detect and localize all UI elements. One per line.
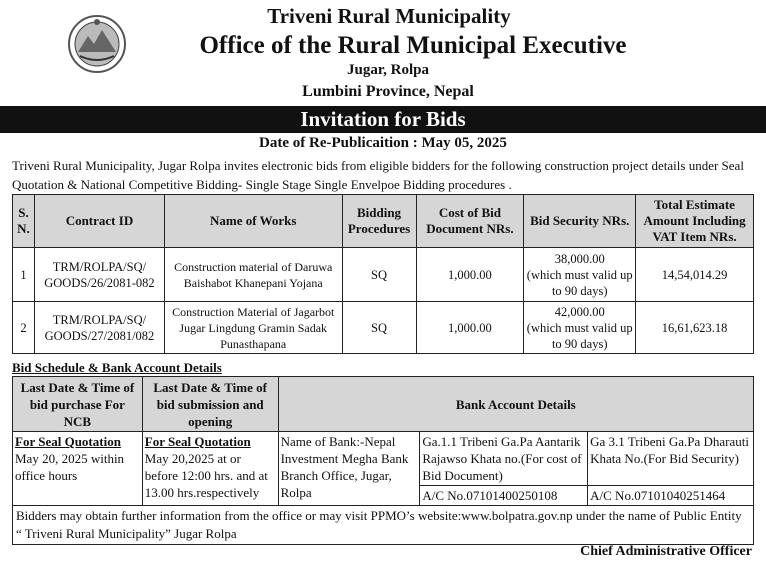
signatory: Chief Administrative Officer	[580, 544, 752, 559]
cell-account1-no: A/C No.07101400250108	[420, 486, 588, 506]
security-amount: 38,000.00	[554, 251, 605, 266]
schedule-title: Bid Schedule & Bank Account Details	[12, 360, 222, 375]
cell-account1-name: Ga.1.1 Tribeni Ga.Pa Aantarik Rajawso Khata no.(For cost of Bid Document)	[420, 432, 588, 486]
purchase-text: May 20, 2025 within office hours	[15, 451, 125, 483]
purchase-label: For Seal Quotation	[15, 434, 121, 449]
cell-sn: 2	[13, 302, 35, 354]
table-header-row	[13, 195, 754, 248]
bidder-note: Bidders may obtain further information from the office or may visit PPMO’s website:www.bolpatra.gov.np under the name of Public Entity “ Triveni Rural Municipality” Jugar Rolpa	[13, 506, 754, 545]
cell-security	[524, 248, 636, 302]
col-contract-id: Contract ID	[34, 195, 164, 248]
cell-procedure: SQ	[342, 302, 416, 354]
col-works: Name of Works	[164, 195, 342, 248]
cell-sn: 1	[13, 248, 35, 302]
col-purchase-date: Last Date & Time of bid purchase For NCB	[13, 377, 143, 432]
col-security: Bid Security NRs.	[524, 195, 636, 248]
cell-works: Construction material of Daruwa Baishabot Khanepani Yojana	[164, 248, 342, 302]
cell-submission	[142, 432, 278, 506]
cell-contract-id: TRM/ROLPA/SQ/ GOODS/27/2081/082	[34, 302, 164, 354]
col-submission-date: Last Date & Time of bid submission and opening	[142, 377, 278, 432]
cell-estimate: 14,54,014.29	[636, 248, 754, 302]
col-procedure: Bidding Procedures	[342, 195, 416, 248]
cell-procedure: SQ	[342, 248, 416, 302]
cell-contract-id: TRM/ROLPA/SQ/ GOODS/26/2081-082	[34, 248, 164, 302]
cell-cost: 1,000.00	[416, 248, 524, 302]
cell-account2-name: Ga 3.1 Tribeni Ga.Pa Dharauti Khata No.(For Bid Security)	[588, 432, 754, 486]
security-amount: 42,000.00	[554, 304, 605, 319]
address-line: Jugar, Rolpa	[347, 62, 429, 78]
security-note: (which must valid up to 90 days)	[526, 267, 633, 298]
submission-text: May 20,2025 at or before 12:00 hrs. and at 13.00 hrs.respectively	[144, 451, 268, 500]
schedule-row	[13, 432, 754, 486]
office-name: Office of the Rural Municipal Executive	[199, 32, 627, 59]
publication-date: Date of Re-Publicaition : May 05, 2025	[259, 135, 507, 151]
province-line: Lumbini Province, Nepal	[302, 83, 474, 100]
schedule-table	[12, 376, 754, 545]
municipality-name: Triveni Rural Municipality	[267, 4, 511, 28]
note-row	[13, 506, 754, 545]
security-note: (which must valid up to 90 days)	[526, 320, 633, 351]
col-bank-details: Bank Account Details	[278, 377, 753, 432]
intro-paragraph: Triveni Rural Municipality, Jugar Rolpa invites electronic bids from eligible bidders for the following construction project details under Seal Quotation & National Competitive Bidding- Single Stage Single Envelpoe Bidding procedures .	[12, 158, 744, 192]
cell-purchase	[13, 432, 143, 506]
table-row	[13, 302, 754, 354]
col-cost: Cost of Bid Document NRs.	[416, 195, 524, 248]
submission-label: For Seal Quotation	[144, 434, 251, 449]
notice-title: Invitation for Bids	[0, 106, 766, 133]
bids-table	[12, 194, 754, 354]
cell-security	[524, 302, 636, 354]
cell-estimate: 16,61,623.18	[636, 302, 754, 354]
cell-works: Construction Material of Jagarbot Jugar Lingdung Gramin Sadak Punasthapana	[164, 302, 342, 354]
cell-bank-name: Name of Bank:-Nepal Investment Megha Bank Branch Office, Jugar, Rolpa	[278, 432, 420, 506]
cell-account2-no: A/C No.07101040251464	[588, 486, 754, 506]
col-sn: S. N.	[13, 195, 35, 248]
table-row	[13, 248, 754, 302]
col-estimate: Total Estimate Amount Including VAT Item NRs.	[636, 195, 754, 248]
schedule-header-row	[13, 377, 754, 432]
cell-cost: 1,000.00	[416, 302, 524, 354]
letterhead	[0, 0, 766, 104]
